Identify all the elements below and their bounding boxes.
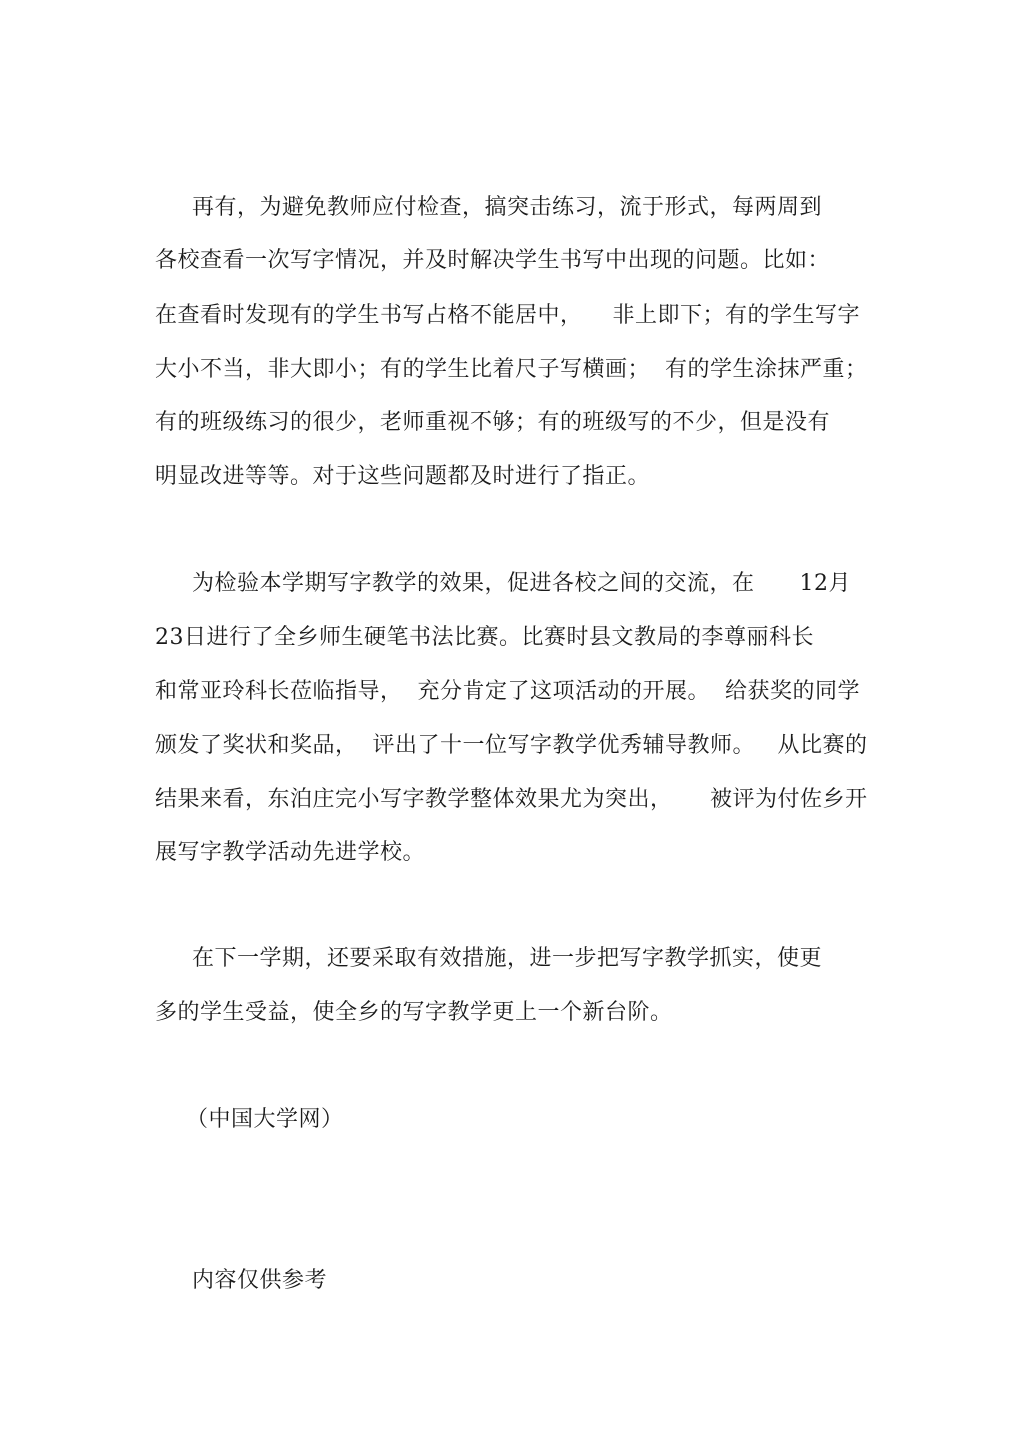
paragraph-1-line-3: 在查看时发现有的学生书写占格不能居中， 非上即下；有的学生写字 — [155, 303, 860, 328]
paragraph-2-line-2: 23日进行了全乡师生硬笔书法比赛。比赛时县文教局的李尊丽科长 — [155, 625, 814, 650]
paragraph-2-line-3: 和常亚玲科长莅临指导， 充分肯定了这项活动的开展。 给获奖的同学 — [155, 679, 860, 704]
paragraph-2-line-6: 展写字教学活动先进学校。 — [155, 840, 426, 865]
paragraph-2-line-4: 颁发了奖状和奖品， 评出了十一位写字教学优秀辅导教师。 从比赛的 — [155, 733, 868, 758]
paragraph-3-line-1: 在下一学期，还要采取有效措施，进一步把写字教学抓实，使更 — [192, 946, 823, 971]
paragraph-1-line-6: 明显改进等等。对于这些问题都及时进行了指正。 — [155, 464, 651, 489]
paragraph-2-line-1: 为检验本学期写字教学的效果，促进各校之间的交流，在 12月 — [192, 571, 851, 596]
footer-disclaimer: 内容仅供参考 — [192, 1268, 328, 1293]
paragraph-1-line-1: 再有，为避免教师应付检查，搞突击练习，流于形式，每两周到 — [192, 195, 823, 220]
paragraph-1-line-2: 各校查看一次写字情况，并及时解决学生书写中出现的问题。比如： — [155, 248, 831, 273]
paragraph-2-line-5: 结果来看，东泊庄完小写字教学整体效果尤为突出， 被评为付佐乡开 — [155, 787, 868, 812]
paragraph-3-line-2: 多的学生受益，使全乡的写字教学更上一个新台阶。 — [155, 1000, 673, 1025]
source-note: （中国大学网） — [186, 1107, 344, 1132]
paragraph-1-line-5: 有的班级练习的很少，老师重视不够；有的班级写的不少，但是没有 — [155, 410, 831, 435]
paragraph-1-line-4: 大小不当，非大即小；有的学生比着尺子写横画； 有的学生涂抹严重； — [155, 357, 868, 382]
